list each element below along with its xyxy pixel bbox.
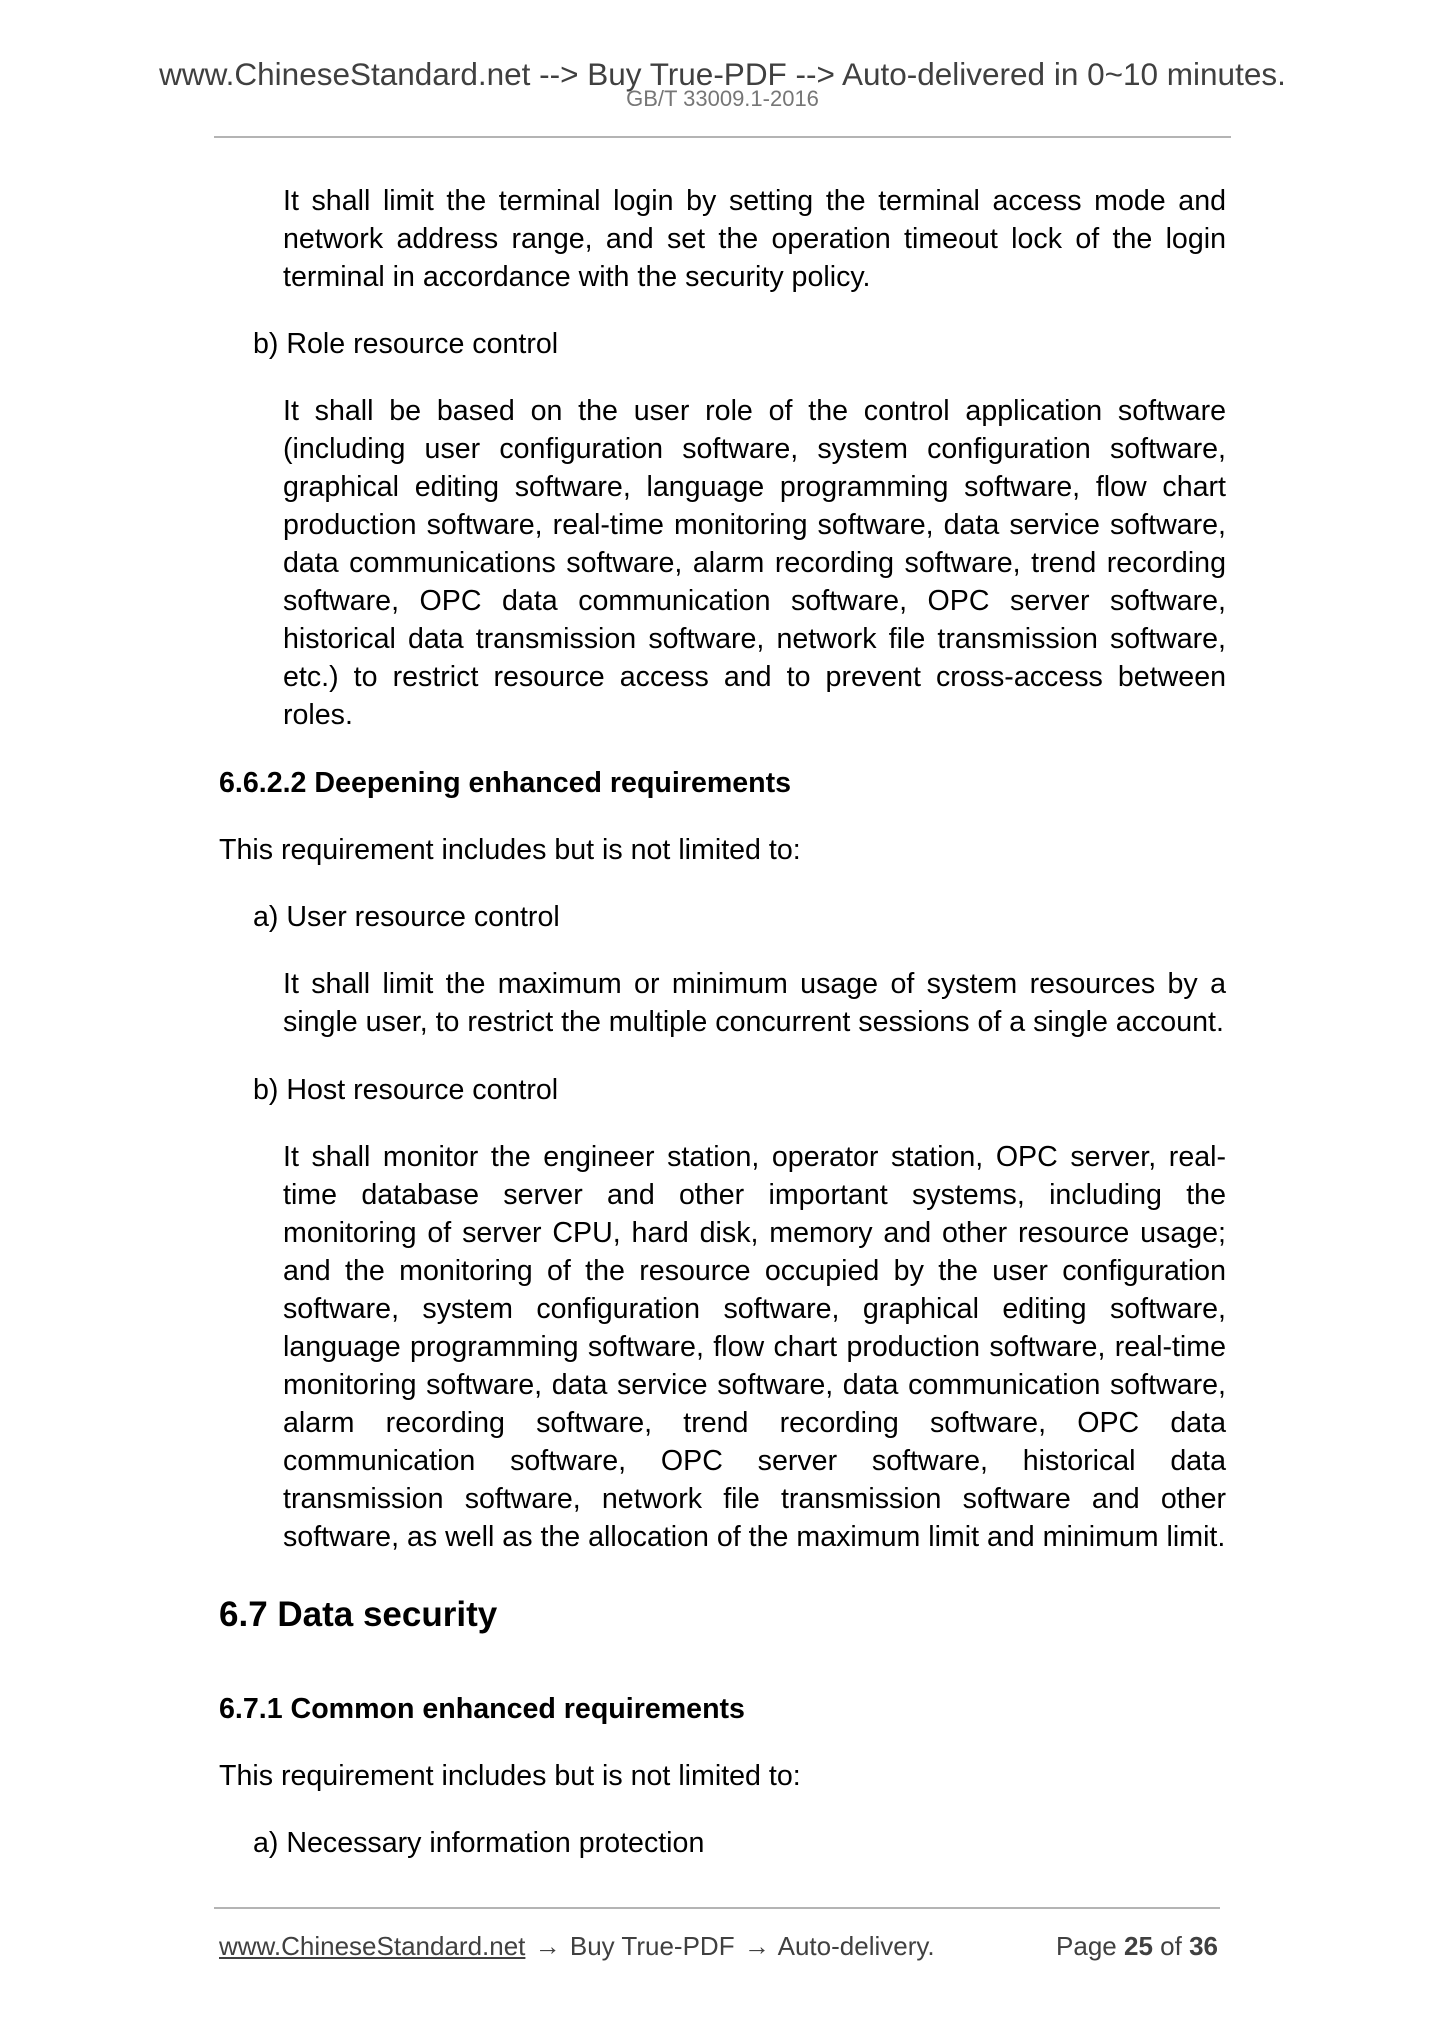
page-of: of: [1160, 1931, 1182, 1961]
paragraph-host-resource-control: It shall monitor the engineer station, operator station, OPC server, real-time database server and other important systems, including the monitoring of server CPU, hard disk, memory and other resource usage; and the monitoring of the resource occupied by the user configuration software, system configuration software, graphical editing software, language programming software, flow chart production software, real-time monitoring software, data service software, data communication software, alarm recording software, trend recording software, OPC data communication software, OPC server software, historical data transmission software, network file transmission software and other software, as well as the allocation of the maximum limit and minimum limit.: [283, 1141, 1226, 1553]
header-divider: [214, 136, 1231, 138]
intro-text-6-7-1: This requirement includes but is not limited to:: [219, 1760, 801, 1792]
arrow-right-icon: →: [534, 1931, 561, 1961]
page-number: [0, 1929, 1218, 1963]
arrow-right-icon: →: [743, 1931, 770, 1961]
section-heading-6-7: 6.7 Data security: [219, 1595, 498, 1634]
section-heading-6-6-2-2: 6.6.2.2 Deepening enhanced requirements: [219, 767, 792, 799]
paragraph-user-resource-control: It shall limit the maximum or minimum usage of system resources by a single user, to restrict the multiple concurrent sessions of a single account.: [283, 968, 1226, 1038]
paragraph-role-resource-control: It shall be based on the user role of the control application software (including user configuration software, system configuration software, graphical editing software, language programming software, flow chart production software, real-time monitoring software, data service software, data communications software, alarm recording software, trend recording software, OPC data communication software, OPC server software, historical data transmission software, network file transmission software, etc.) to restrict resource access and to prevent cross-access between roles.: [283, 395, 1226, 731]
page-current: 25: [1124, 1931, 1153, 1961]
footer-site-link[interactable]: www.ChineseStandard.net: [219, 1931, 526, 1961]
paragraph-terminal-login: It shall limit the terminal login by setting the terminal access mode and network address range, and set the operation timeout lock of the login terminal in accordance with the security policy.: [283, 185, 1226, 293]
intro-text-6-6-2-2: This requirement includes but is not limited to:: [219, 834, 801, 866]
footer-divider: [214, 1907, 1220, 1909]
list-item-host-resource-control: b) Host resource control: [253, 1074, 559, 1106]
list-item-role-resource-control: b) Role resource control: [253, 328, 559, 360]
footer-delivery-text: Auto-delivery.: [777, 1931, 935, 1961]
standard-code: GB/T 33009.1-2016: [626, 86, 819, 111]
list-item-user-resource-control: a) User resource control: [253, 901, 560, 933]
section-heading-6-7-1: 6.7.1 Common enhanced requirements: [219, 1693, 745, 1725]
footer-buy-text: Buy True-PDF: [569, 1931, 735, 1961]
page-total: 36: [1189, 1931, 1218, 1961]
page-prefix: Page: [1056, 1931, 1117, 1961]
list-item-necessary-information-protection: a) Necessary information protection: [253, 1827, 705, 1859]
header-banner: www.ChineseStandard.net --> Buy True-PDF --> Auto-delivered in 0~10 minutes.: [159, 56, 1286, 92]
